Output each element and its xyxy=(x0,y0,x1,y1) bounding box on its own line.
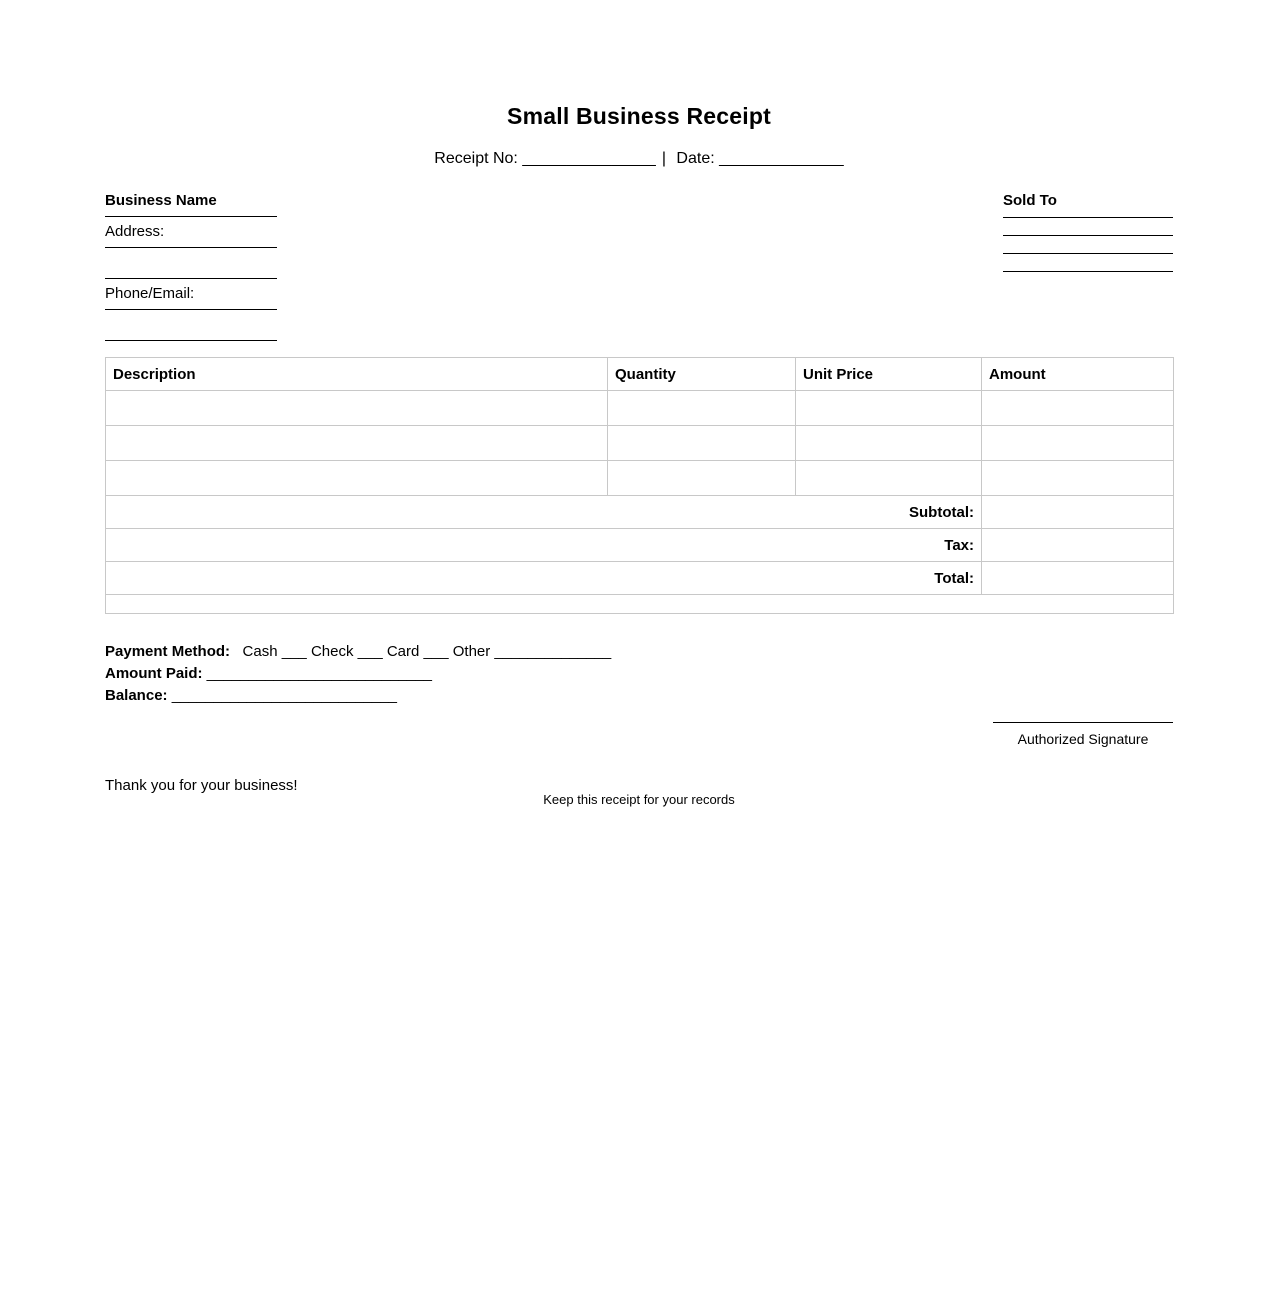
table-row xyxy=(106,391,1174,426)
sold-to-line-1[interactable] xyxy=(1003,218,1173,236)
payment-option-other-label: Other xyxy=(452,643,491,660)
table-row xyxy=(106,461,1174,496)
amount-paid-blank[interactable]: ___________________________ xyxy=(206,665,432,682)
payment-option-check-label: Check xyxy=(310,643,354,660)
business-phone-email-field[interactable]: Phone/Email: xyxy=(105,279,277,310)
cell-unit-price[interactable] xyxy=(796,461,982,496)
cell-quantity[interactable] xyxy=(608,461,796,496)
receipt-no-input-blank[interactable]: _______________ xyxy=(522,150,656,167)
total-label: Total: xyxy=(106,562,982,595)
line-items-table xyxy=(105,357,1174,614)
tax-row xyxy=(106,529,1174,562)
subtotal-label: Subtotal: xyxy=(106,496,982,529)
date-input-blank[interactable]: ______________ xyxy=(719,150,844,167)
payment-option-check-blank[interactable]: ___ xyxy=(357,643,383,660)
cell-quantity[interactable] xyxy=(608,426,796,461)
column-header-description: Description xyxy=(106,358,608,391)
cell-amount[interactable] xyxy=(982,391,1174,426)
cell-amount[interactable] xyxy=(982,461,1174,496)
cell-quantity[interactable] xyxy=(608,391,796,426)
cell-unit-price[interactable] xyxy=(796,391,982,426)
balance-blank[interactable]: ___________________________ xyxy=(171,687,397,704)
table-header-row xyxy=(106,358,1174,391)
thank-you-message: Thank you for your business! xyxy=(105,777,298,794)
field-separator: | xyxy=(661,150,666,167)
cell-description[interactable] xyxy=(106,426,608,461)
column-header-quantity: Quantity xyxy=(608,358,796,391)
business-address-line2-field[interactable] xyxy=(105,248,277,279)
payment-option-cash-label: Cash xyxy=(242,643,278,660)
receipt-no-label: Receipt No: xyxy=(434,150,518,167)
cell-unit-price[interactable] xyxy=(796,426,982,461)
business-phone-email-blank-field[interactable] xyxy=(105,310,277,341)
sold-to-line-3[interactable] xyxy=(1003,254,1173,272)
business-info-block xyxy=(105,192,277,341)
payment-section xyxy=(105,641,611,707)
payment-option-cash-blank[interactable]: ___ xyxy=(281,643,307,660)
receipt-meta-row xyxy=(0,150,1278,168)
sold-to-line-2[interactable] xyxy=(1003,236,1173,254)
subtotal-row xyxy=(106,496,1174,529)
total-row xyxy=(106,562,1174,595)
cell-description[interactable] xyxy=(106,391,608,426)
page-title: Small Business Receipt xyxy=(507,103,771,129)
balance-label: Balance: xyxy=(105,687,168,704)
payment-option-other-blank[interactable]: ______________ xyxy=(494,643,612,660)
tax-label: Tax: xyxy=(106,529,982,562)
cell-amount[interactable] xyxy=(982,426,1174,461)
payment-method-label: Payment Method: xyxy=(105,643,231,660)
business-address-field[interactable]: Address: xyxy=(105,217,277,248)
table-row xyxy=(106,426,1174,461)
sold-to-block xyxy=(1003,192,1173,272)
column-header-unit-price: Unit Price xyxy=(796,358,982,391)
sold-to-label: Sold To xyxy=(1003,192,1173,218)
tax-value[interactable] xyxy=(982,529,1174,562)
signature-block xyxy=(993,722,1173,747)
total-value[interactable] xyxy=(982,562,1174,595)
table-spacer-cell xyxy=(106,595,1174,614)
column-header-amount: Amount xyxy=(982,358,1174,391)
table-spacer-row xyxy=(106,595,1174,614)
date-label: Date: xyxy=(676,150,715,167)
subtotal-value[interactable] xyxy=(982,496,1174,529)
amount-paid-label: Amount Paid: xyxy=(105,665,203,682)
business-name-label: Business Name xyxy=(105,192,277,217)
payment-option-card-blank[interactable]: ___ xyxy=(423,643,449,660)
keep-receipt-note: Keep this receipt for your records xyxy=(543,792,735,807)
cell-description[interactable] xyxy=(106,461,608,496)
signature-caption: Authorized Signature xyxy=(1017,731,1149,747)
payment-option-card-label: Card xyxy=(386,643,420,660)
